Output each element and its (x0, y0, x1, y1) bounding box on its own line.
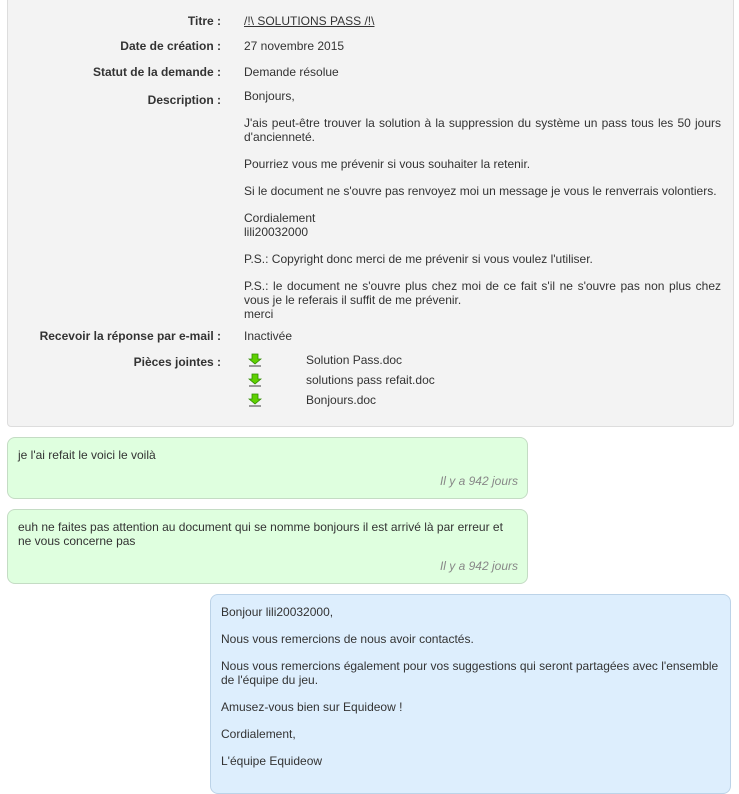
reply-paragraph: L'équipe Equideow (221, 754, 323, 768)
attachments-label: Pièces jointes : (133, 355, 221, 369)
status-label: Statut de la demande : (92, 65, 221, 79)
message-time: Il y a 942 jours (439, 474, 518, 488)
attachment-filename[interactable]: Solution Pass.doc (306, 353, 403, 367)
description-paragraph: J'ais peut-être trouver la solution à la suppression du système un pass tous les 50 jours d'ancienneté. (244, 116, 721, 144)
reply-paragraph: Bonjour lili20032000, (221, 605, 334, 619)
message-text: je l'ai refait le voici le voilà (18, 448, 156, 462)
attachment-filename[interactable]: Bonjours.doc (306, 393, 377, 407)
email-label: Recevoir la réponse par e-mail : (39, 329, 221, 343)
description-paragraph: P.S.: Copyright donc merci de me prévenir si vous voulez l'utiliser. (244, 252, 593, 266)
description-paragraph: Si le document ne s'ouvre pas renvoyez moi un message je vous le renverrais volontiers. (244, 184, 717, 198)
ticket-details-panel (7, 0, 734, 427)
staff-reply (210, 594, 731, 794)
title-label: Titre : (187, 14, 221, 28)
reply-paragraph: Nous vous remercions de nous avoir contactés. (221, 632, 474, 646)
attachments-list (244, 353, 721, 413)
attachment-item[interactable] (244, 353, 721, 373)
date-value: 27 novembre 2015 (244, 39, 345, 53)
description-value (244, 89, 721, 334)
message-time: Il y a 942 jours (439, 559, 518, 573)
description-paragraph: Pourriez vous me prévenir si vous souhaiter la retenir. (244, 157, 531, 171)
description-paragraph: Cordialement lili20032000 (244, 211, 316, 239)
attachment-item[interactable] (244, 393, 721, 413)
attachment-item[interactable] (244, 373, 721, 393)
ticket-title-link[interactable]: /!\ SOLUTIONS PASS /!\ (244, 14, 375, 28)
attachment-filename[interactable]: solutions pass refait.doc (306, 373, 435, 387)
reply-paragraph: Cordialement, (221, 727, 296, 741)
download-arrow-icon[interactable] (248, 393, 262, 411)
download-arrow-icon[interactable] (248, 373, 262, 391)
user-message (7, 509, 528, 584)
reply-paragraph: Amusez-vous bien sur Equideow ! (221, 700, 403, 714)
reply-paragraph: Nous vous remercions également pour vos suggestions qui seront partagées avec l'ensemble de l'équipe du jeu. (221, 659, 719, 687)
status-value: Demande résolue (244, 65, 339, 79)
description-label: Description : (147, 93, 221, 107)
description-paragraph: P.S.: le document ne s'ouvre plus chez moi de ce fait s'il ne s'ouvre pas non plus chez vous je le referais il suffit de me prévenir. merci (244, 279, 721, 321)
message-text: euh ne faites pas attention au document qui se nomme bonjours il est arrivé là par erreur et ne vous concerne pas (18, 520, 503, 548)
user-message (7, 437, 528, 499)
description-paragraph: Bonjours, (244, 89, 295, 103)
email-value: Inactivée (244, 329, 293, 343)
download-arrow-icon[interactable] (248, 353, 262, 371)
date-label: Date de création : (120, 39, 221, 53)
